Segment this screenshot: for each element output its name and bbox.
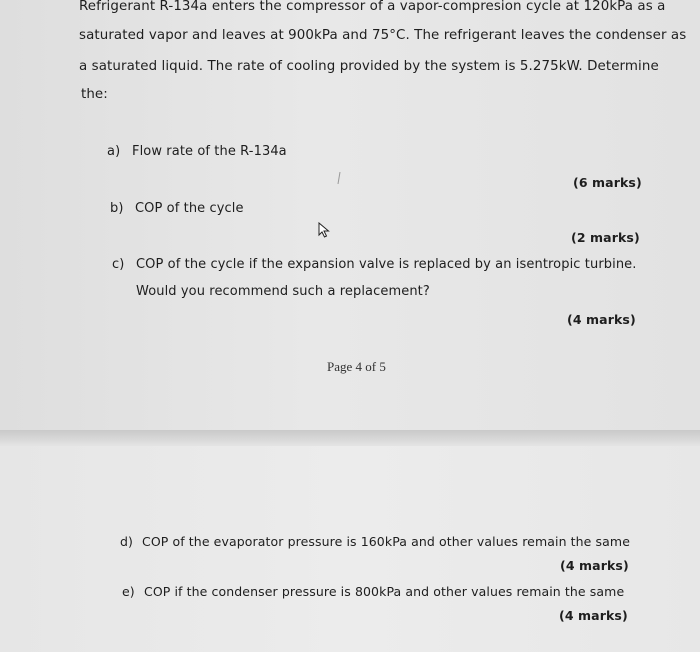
question-b-marks: (2 marks)	[571, 230, 640, 245]
question-c-marks: (4 marks)	[567, 312, 636, 327]
question-c-text-2: Would you recommend such a replacement?	[136, 284, 430, 299]
mouse-pointer-icon	[318, 222, 332, 238]
question-d-label: d)	[120, 534, 134, 549]
question-b-text: COP of the cycle	[135, 201, 244, 216]
question-a-text: Flow rate of the R-134a	[132, 144, 287, 159]
question-a-marks: (6 marks)	[573, 175, 642, 190]
question-d-text: COP of the evaporator pressure is 160kPa and other values remain the same	[142, 534, 630, 549]
question-a-label: a)	[107, 144, 121, 159]
intro-line-2: saturated vapor and leaves at 900kPa and 75°C. The refrigerant leaves the condenser as	[79, 28, 687, 43]
page-number: Page 4 of 5	[327, 359, 386, 374]
question-c-text: COP of the cycle if the expansion valve is replaced by an isentropic turbine.	[136, 257, 637, 272]
question-d-marks: (4 marks)	[560, 558, 629, 573]
paper-fold	[0, 430, 700, 446]
intro-line-3: a saturated liquid. The rate of cooling provided by the system is 5.275kW. Determine	[79, 59, 659, 74]
intro-line-1: Refrigerant R-134a enters the compressor of a vapor-compresion cycle at 120kPa as a	[79, 0, 666, 14]
question-e-text: COP if the condenser pressure is 800kPa and other values remain the same	[144, 584, 625, 599]
question-e-marks: (4 marks)	[559, 608, 628, 623]
question-b-label: b)	[110, 201, 124, 216]
question-c-label: c)	[112, 257, 125, 272]
intro-line-4: the:	[81, 87, 108, 102]
question-e-label: e)	[122, 584, 135, 599]
pen-mark-icon	[337, 172, 341, 184]
